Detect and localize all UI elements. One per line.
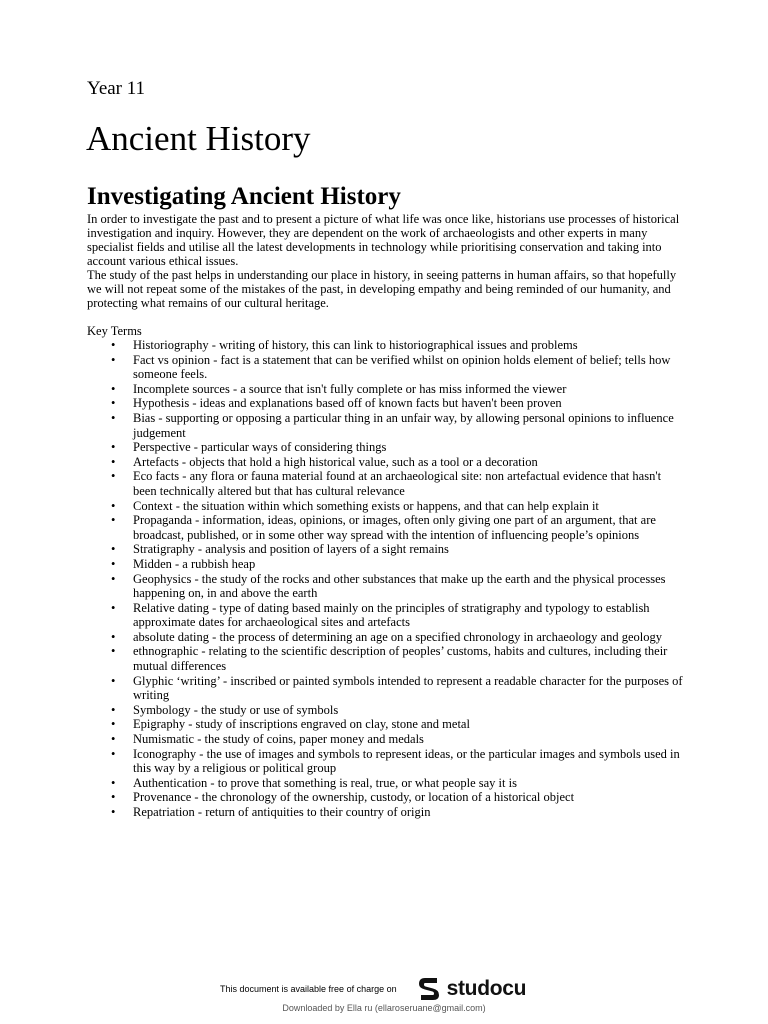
key-term-text: Context - the situation within which something exists or happens, and that can help explain it xyxy=(133,498,599,513)
key-term-item xyxy=(87,572,687,601)
key-term-text: Geophysics - the study of the rocks and other substances that make up the earth and the physical processes happening on, in and above the earth xyxy=(133,571,666,601)
key-term-item xyxy=(87,469,687,498)
key-term-text: Authentication - to prove that something is real, true, or what people say it is xyxy=(133,775,517,790)
bullet-icon: • xyxy=(111,702,116,717)
intro-paragraph: In order to investigate the past and to present a picture of what life was once like, historians use processes of historical investigation and inquiry. However, they are dependent on the work of archaeologists and other experts in many specialist fields and utilise all the latest developments in technology while prioritising conservation and taking into account various ethical issues. xyxy=(87,212,680,268)
key-term-item xyxy=(87,717,687,732)
year-label: Year 11 xyxy=(87,78,146,99)
bullet-icon: • xyxy=(111,513,116,528)
key-term-item xyxy=(87,776,687,791)
studocu-logo-icon[interactable] xyxy=(415,975,443,1003)
key-term-item xyxy=(87,747,687,776)
key-term-text: ethnographic - relating to the scientific description of peoples’ customs, habits and cultures, including their mutual differences xyxy=(133,644,668,674)
bullet-icon: • xyxy=(111,352,116,367)
key-term-item xyxy=(87,499,687,514)
key-term-text: Epigraphy - study of inscriptions engraved on clay, stone and metal xyxy=(133,717,470,732)
key-term-text: Repatriation - return of antiquities to their country of origin xyxy=(133,805,431,819)
bullet-icon: • xyxy=(111,673,116,688)
availability-text: This document is available free of charge on xyxy=(220,984,397,994)
bullet-icon: • xyxy=(111,469,116,484)
key-term-text: Bias - supporting or opposing a particular thing in an unfair way, by allowing personal opinions to influence judgement xyxy=(133,410,674,440)
key-term-text: absolute dating - the process of determining an age on a specified chronology in archaeology and geology xyxy=(133,629,662,644)
key-term-text: Fact vs opinion - fact is a statement that can be verified whilst on opinion holds element of belief; tells how someone feels. xyxy=(133,352,671,382)
bullet-icon: • xyxy=(111,790,116,805)
download-info: Downloaded by Ella ru (ellaroseruane@gmail.com) xyxy=(282,1003,486,1013)
bullet-icon: • xyxy=(111,746,116,761)
key-term-item xyxy=(87,630,687,645)
key-term-item xyxy=(87,790,687,805)
bullet-icon: • xyxy=(111,381,116,396)
key-term-item xyxy=(87,455,687,470)
bullet-icon: • xyxy=(111,454,116,469)
subject-title: Ancient History xyxy=(86,119,311,158)
key-term-item xyxy=(87,557,687,572)
key-term-item xyxy=(87,411,687,440)
key-term-item xyxy=(87,805,687,820)
key-term-text: Symbology - the study or use of symbols xyxy=(133,702,339,717)
studocu-logo-text[interactable]: studocu xyxy=(446,977,527,1000)
key-term-text: Relative dating - type of dating based mainly on the principles of stratigraphy and typology to establish approximate dates for archaeological sites and artefacts xyxy=(133,600,650,630)
key-term-text: Incomplete sources - a source that isn't fully complete or has miss informed the viewer xyxy=(133,381,567,396)
key-term-item xyxy=(87,396,687,411)
bullet-icon: • xyxy=(111,396,116,411)
key-term-item xyxy=(87,703,687,718)
key-term-item xyxy=(87,732,687,747)
key-term-item xyxy=(87,644,687,673)
document-body xyxy=(87,182,687,820)
key-term-text: Hypothesis - ideas and explanations based off of known facts but haven't been proven xyxy=(133,396,562,411)
key-term-text: Artefacts - objects that hold a high historical value, such as a tool or a decoration xyxy=(133,454,538,469)
key-terms-label: Key Terms xyxy=(87,324,142,338)
key-term-item xyxy=(87,601,687,630)
bullet-icon: • xyxy=(111,717,116,732)
key-term-item xyxy=(87,338,687,353)
bullet-icon: • xyxy=(111,732,116,747)
key-term-item xyxy=(87,440,687,455)
key-terms-list xyxy=(87,338,687,820)
key-term-item xyxy=(87,674,687,703)
bullet-icon: • xyxy=(111,644,116,659)
key-term-text: Glyphic ‘writing’ - inscribed or painted symbols intended to represent a readable character for the purposes of writing xyxy=(133,673,683,703)
key-term-item xyxy=(87,542,687,557)
key-term-text: Provenance - the chronology of the ownership, custody, or location of a historical object xyxy=(133,790,575,805)
bullet-icon: • xyxy=(111,440,116,455)
key-term-item xyxy=(87,353,687,382)
bullet-icon: • xyxy=(111,571,116,586)
bullet-icon: • xyxy=(111,600,116,615)
purpose-paragraph: The study of the past helps in understanding our place in history, in seeing patterns in human affairs, so that hopefully we will not repeat some of the mistakes of the past, in developing empathy and being reminded of our humanity, and protecting what remains of our cultural heritage. xyxy=(87,268,677,310)
key-term-text: Eco facts - any flora or fauna material found at an archaeological site: non artefactual evidence that hasn't been technically altered but that has cultural relevance xyxy=(133,469,662,498)
bullet-icon: • xyxy=(111,805,116,819)
bullet-icon: • xyxy=(111,410,116,425)
bullet-icon: • xyxy=(111,542,116,557)
key-term-text: Stratigraphy - analysis and position of layers of a sight remains xyxy=(133,542,449,557)
key-term-text: Numismatic - the study of coins, paper money and medals xyxy=(133,732,424,747)
section-heading: Investigating Ancient History xyxy=(87,183,401,210)
key-term-text: Historiography - writing of history, this can link to historiographical issues and problems xyxy=(133,338,578,352)
bullet-icon: • xyxy=(111,775,116,790)
bullet-icon: • xyxy=(111,498,116,513)
key-term-text: Midden - a rubbish heap xyxy=(133,556,256,571)
bullet-icon: • xyxy=(111,338,116,352)
key-term-text: Perspective - particular ways of considering things xyxy=(133,440,387,455)
bullet-icon: • xyxy=(111,556,116,571)
key-term-text: Iconography - the use of images and symbols to represent ideas, or the particular images and symbols used in this way by a religious or political group xyxy=(133,746,680,776)
key-term-text: Propaganda - information, ideas, opinions, or images, often only giving one part of an argument, that are broadcast, published, or in some other way spread with the intention of influencing people’s opinions xyxy=(133,513,656,542)
key-term-item xyxy=(87,513,687,542)
key-term-item xyxy=(87,382,687,397)
bullet-icon: • xyxy=(111,629,116,644)
footer-availability xyxy=(220,974,560,1004)
